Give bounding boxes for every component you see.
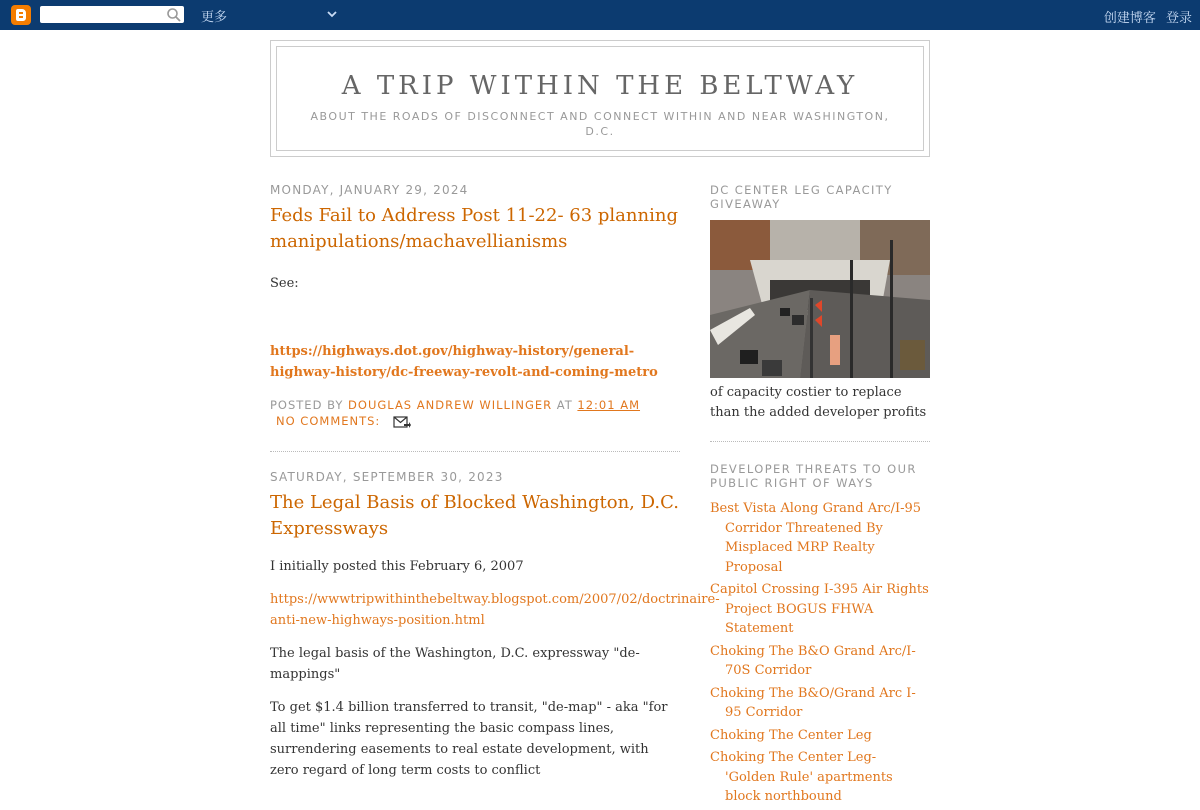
nav-right-links: [1098, 7, 1192, 26]
post-body: [270, 273, 680, 383]
post-paragraph: I initially posted this February 6, 2007: [270, 559, 524, 574]
widget-title: DEVELOPER THREATS TO OUR PUBLIC RIGHT OF WAYS: [710, 462, 917, 490]
post-footer: [270, 397, 680, 429]
label-link[interactable]: Choking The B&O Grand Arc/I-70S Corridor: [710, 643, 916, 678]
at-label: AT: [556, 398, 573, 412]
sidebar-divider: [710, 441, 930, 442]
label-list: [710, 499, 930, 807]
blog-title[interactable]: A TRIP WITHIN THE BELTWAY: [341, 71, 859, 101]
post-link[interactable]: https://wwwtripwithinthebeltway.blogspot.com/2007/02/doctrinaire-anti-new-highways-position.html: [270, 592, 720, 628]
label-link[interactable]: Capitol Crossing I-395 Air Rights Project BOGUS FHWA Statement: [710, 582, 929, 636]
blog-header: [270, 40, 930, 157]
post-link[interactable]: https://highways.dot.gov/highway-history/general-highway-history/dc-freeway-revolt-and-coming-metro: [270, 344, 658, 380]
blogger-logo-icon[interactable]: [11, 5, 31, 25]
post-time-link[interactable]: 12:01 AM: [577, 398, 641, 412]
label-link[interactable]: Choking The Center Leg: [710, 727, 872, 743]
blog-description: ABOUT THE ROADS OF DISCONNECT AND CONNECT WITHIN AND NEAR WASHINGTON, D.C.: [310, 110, 890, 138]
post-date: SATURDAY, SEPTEMBER 30, 2023: [270, 470, 504, 484]
post-text: See:: [270, 276, 299, 291]
comments-link[interactable]: NO COMMENTS:: [276, 414, 381, 428]
label-link[interactable]: Best Vista Along Grand Arc/I-95 Corridor Threatened By Misplaced MRP Realty Proposal: [710, 501, 922, 575]
center-leg-photo[interactable]: [710, 220, 930, 378]
post-body: [270, 556, 720, 781]
post-date: MONDAY, JANUARY 29, 2024: [270, 183, 469, 197]
search-icon[interactable]: [166, 7, 182, 23]
blog-header-inner: [276, 46, 924, 151]
post-title[interactable]: The Legal Basis of Blocked Washington, D.C. Expressways: [270, 492, 679, 539]
posted-by-label: POSTED BY: [270, 398, 344, 412]
author-link[interactable]: DOUGLAS ANDREW WILLINGER: [348, 398, 553, 412]
email-post-icon[interactable]: [393, 415, 411, 429]
more-menu-label[interactable]: 更多: [201, 10, 228, 25]
search-input[interactable]: [40, 6, 184, 23]
sidebar: [710, 183, 930, 810]
widget-title: DC CENTER LEG CAPACITY GIVEAWAY: [710, 183, 893, 211]
post-paragraph: To get $1.4 billion transferred to transit, "de-map" - aka "for all time" links representing the basic compass lines, surrendering easements to real estate development, with zero regard of long term costs to conflict: [270, 700, 668, 778]
login-link[interactable]: 登录: [1165, 11, 1192, 26]
post-title[interactable]: Feds Fail to Address Post 11-22- 63 planning manipulations/machavellianisms: [270, 205, 678, 252]
post-divider: [270, 451, 680, 452]
widget-caption: of capacity costier to replace than the added developer profits: [710, 385, 927, 420]
label-link[interactable]: Choking The B&O/Grand Arc I-95 Corridor: [710, 685, 916, 720]
post-paragraph: The legal basis of the Washington, D.C. expressway "de-mappings": [270, 646, 640, 682]
chevron-down-icon[interactable]: [326, 8, 338, 20]
label-link[interactable]: Choking The Center Leg- 'Golden Rule' apartments block northbound: [710, 750, 893, 804]
create-blog-link[interactable]: 创建博客: [1103, 11, 1156, 26]
main-column: [270, 183, 720, 781]
blogger-navbar: [0, 0, 1200, 30]
